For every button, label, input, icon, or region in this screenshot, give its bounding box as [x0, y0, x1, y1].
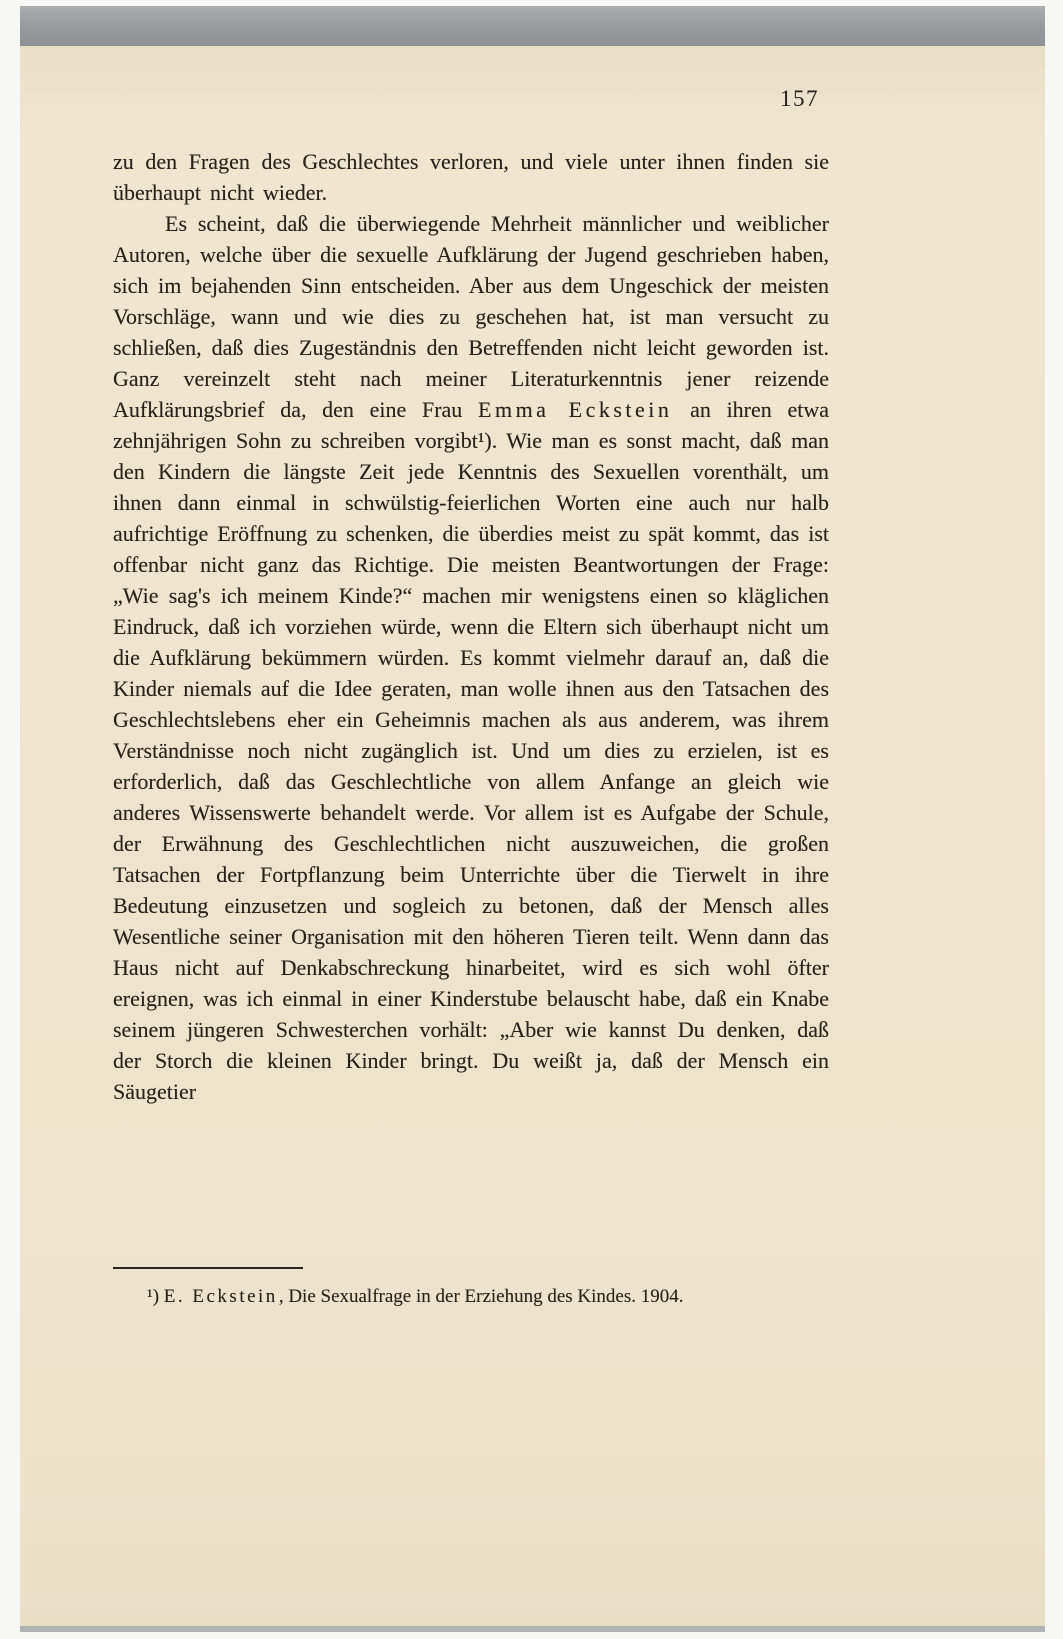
book-page [20, 46, 1045, 1626]
footnote-author: E. Eckstein [163, 1286, 278, 1307]
footnote-marker: ¹) [147, 1286, 164, 1307]
emphasized-author-name: Emma Eckstein [478, 397, 673, 422]
footnote [113, 1283, 863, 1310]
page-number: 157 [780, 86, 819, 111]
paragraph-text-part1: Es scheint, daß die überwiegende Mehrheit männlicher und weiblicher Autoren, welche über die sexuelle Aufklärung der Jugend geschrieben haben, sich im bejahenden Sinn entscheiden. Aber aus dem Ungeschick der meisten Vorschläge, wann und wie dies zu geschehen hat, ist man versucht zu schließen, daß dies Zugeständnis den Betreffenden nicht leicht geworden ist. Ganz vereinzelt steht nach meiner Literaturkenntnis jener reizende Aufklärungsbrief da, den eine Frau [113, 211, 829, 422]
paragraph-main [113, 208, 829, 1107]
footnote-text: , Die Sexualfrage in der Erziehung des Kindes. 1904. [278, 1286, 684, 1307]
scan-bottom-band [20, 1626, 1045, 1632]
footnote-divider [113, 1267, 303, 1269]
scanned-page [20, 6, 1045, 1632]
paragraph-continuation: zu den Fragen des Geschlechtes verloren, und viele unter ihnen finden sie überhaupt nicht wieder. [113, 149, 829, 205]
paragraph-text-part2: an ihren etwa zehnjährigen Sohn zu schreiben vorgibt [113, 397, 830, 453]
paragraph-text-part3: . Wie man es sonst macht, daß man den Kindern die längste Zeit jede Kenntnis des Sexuellen vorenthält, um ihnen dann einmal in schwülstig-feierlichen Worten eine auch nur halb aufrichtige Eröffnung zu schenken, die überdies meist zu spät kommt, das ist offenbar nicht ganz das Richtige. Die meisten Beantwortungen der Frage: „Wie sag's ich meinem Kinde?“ machen mir wenigstens einen so kläglichen Eindruck, daß ich vorziehen würde, wenn die Eltern sich überhaupt nicht um die Aufklärung bekümmern würden. Es kommt vielmehr darauf an, daß die Kinder niemals auf die Idee geraten, man wolle ihnen aus den Tatsachen des Geschlechtslebens eher ein Geheimnis machen als aus anderem, was ihrem Verständnisse noch nicht zugänglich ist. Und um dies zu erzielen, ist es erforderlich, daß das Geschlechtliche von allem Anfange an gleich wie anderes Wissenswerte behandelt werde. Vor allem ist es Aufgabe der Schule, der Erwähnung des Geschlechtlichen nicht auszuweichen, die großen Tatsachen der Fortpflanzung beim Unterrichte über die Tierwelt in ihre Bedeutung einzusetzen und sogleich zu betonen, daß der Mensch alles Wesentliche seiner Organisation mit den höheren Tieren teilt. Wenn dann das Haus nicht auf Denkabschreckung hinarbeitet, wird es sich wohl öfter ereignen, was ich einmal in einer Kinderstube belauscht habe, daß ein Knabe seinem jüngeren Schwesterchen vorhält: „Aber wie kannst Du denken, daß der Storch die kleinen Kinder bringt. Du weißt ja, daß der Mensch ein Säugetier [113, 428, 829, 1104]
text-block [113, 146, 829, 1107]
scan-top-band [20, 6, 1045, 46]
footnote-reference: ¹) [477, 428, 492, 453]
